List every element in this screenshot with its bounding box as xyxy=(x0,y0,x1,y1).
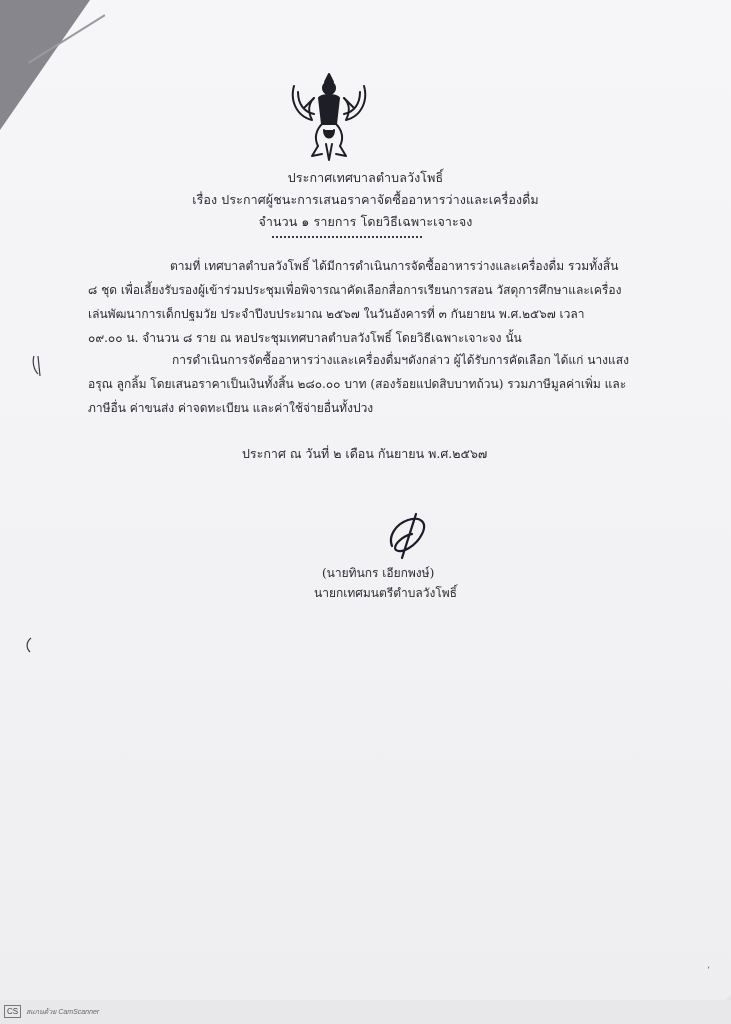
margin-pen-mark xyxy=(30,352,44,378)
header-title: ประกาศเทศบาลตำบลวังโพธิ์ xyxy=(287,170,444,185)
paragraph2-line3: ภาษีอื่น ค่าขนส่ง ค่าจดทะเบียน และค่าใช้จ่ายอื่นทั้งปวง xyxy=(88,401,374,415)
paragraph1-line1: ตามที่ เทศบาลตำบลวังโพธิ์ ได้มีการดำเนินการจัดซื้ออาหารว่างและเครื่องดื่ม รวมทั้งสิ้น xyxy=(170,259,619,273)
dotted-divider xyxy=(272,236,422,238)
garuda-emblem-icon xyxy=(286,68,372,164)
paragraph1-line3: เล่นพัฒนาการเด็กปฐมวัย ประจำปีงบประมาณ ๒๕๖๗ ในวันอังคารที่ ๓ กันยายน พ.ศ.๒๕๖๗ เวลา xyxy=(88,307,585,321)
handwritten-signature xyxy=(382,506,438,566)
camscanner-badge: CS xyxy=(4,1005,21,1018)
announcement-date: ประกาศ ณ วันที่ ๒ เดือน กันยายน พ.ศ.๒๕๖๗ xyxy=(242,446,488,461)
paragraph2-line1: การดำเนินการจัดซื้ออาหารว่างและเครื่องดื่มฯดังกล่าว ผู้ได้รับการคัดเลือก ได้แก่ นางแสง xyxy=(172,353,629,367)
paragraph1-line2: ๘ ชุด เพื่อเลี้ยงรับรองผู้เข้าร่วมประชุมเพื่อพิจารณาคัดเลือกสื่อการเรียนการสอน วัสดุการศึกษาและเครื่อง xyxy=(88,283,622,297)
paragraph1-line4: ๐๙.๐๐ น. จำนวน ๘ ราย ณ หอประชุมเทศบาลตำบลวังโพธิ์ โดยวิธีเฉพาะเจาะจง นั้น xyxy=(88,331,522,345)
camscanner-label: สแกนด้วย CamScanner xyxy=(26,1009,100,1016)
signer-title: นายกเทศมนตรีตำบลวังโพธิ์ xyxy=(314,586,457,600)
header-quantity: จำนวน ๑ รายการ โดยวิธีเฉพาะเจาะจง xyxy=(258,214,473,229)
page-mark: ‘ xyxy=(707,966,710,976)
signer-name: (นายทินกร เอียกพงษ์) xyxy=(322,566,435,580)
scanner-footer xyxy=(0,1000,731,1024)
header-subject: เรื่อง ประกาศผู้ชนะการเสนอราคาจัดซื้ออาหารว่างและเครื่องดื่ม xyxy=(192,192,539,207)
scan-corner-shadow xyxy=(0,0,90,130)
margin-pen-mark-2 xyxy=(24,636,34,654)
paragraph2-line2: อรุณ ลูกลิ้ม โดยเสนอราคาเป็นเงินทั้งสิ้น ๒๘๐.๐๐ บาท (สองร้อยแปดสิบบาทถ้วน) รวมภาษีมูลค่าเพิ่ม และ xyxy=(88,377,627,391)
